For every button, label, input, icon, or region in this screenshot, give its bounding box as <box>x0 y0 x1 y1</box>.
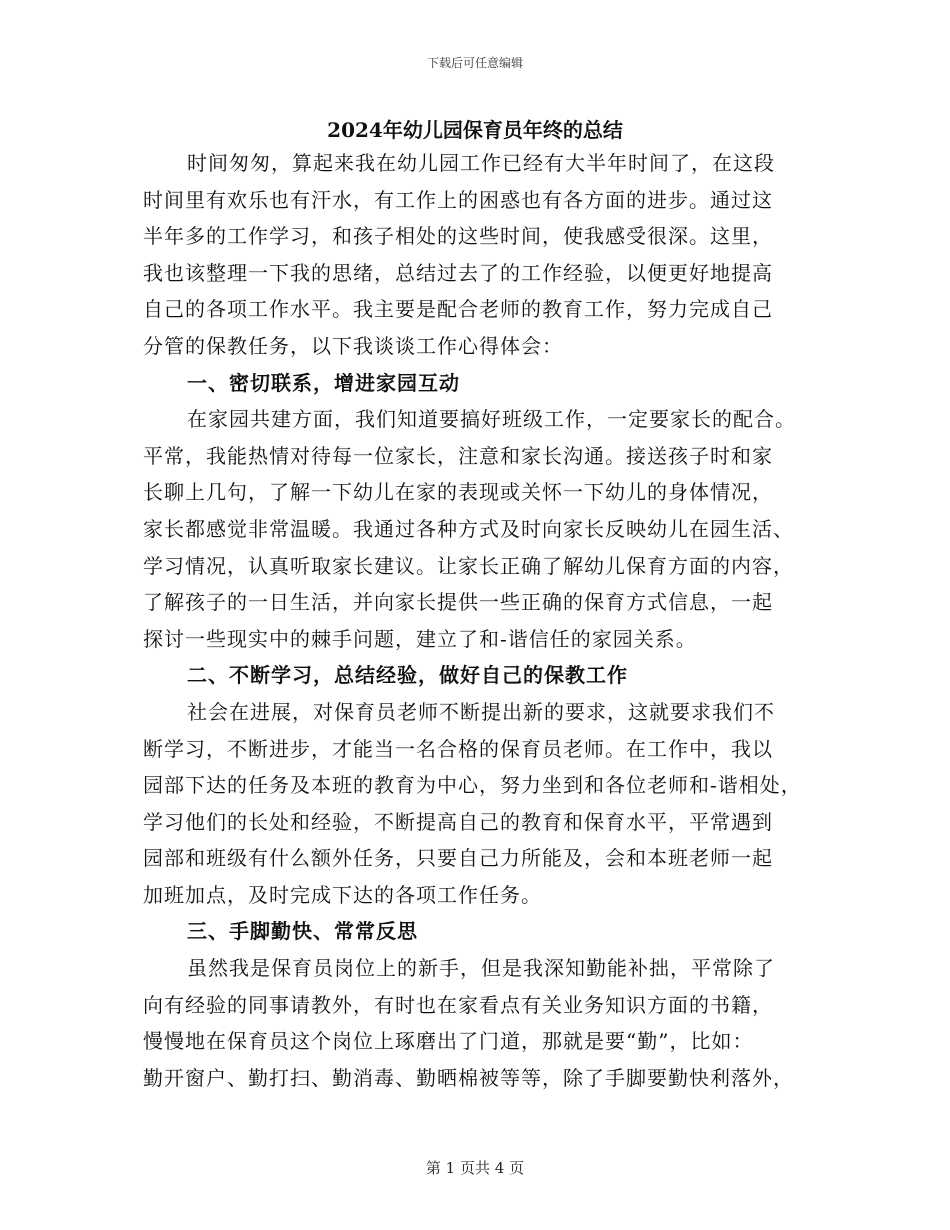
paragraph-line: 时间匆匆，算起来我在幼儿园工作已经有大半年时间了，在这段 <box>187 151 775 175</box>
document-body <box>143 145 823 1096</box>
paragraph-line: 在家园共建方面，我们知道要搞好班级工作，一定要家长的配合。 <box>187 407 796 432</box>
document-title: 2024年幼儿园保育员年终的总结 <box>327 118 623 142</box>
paragraph-line: 半年多的工作学习，和孩子相处的这些时间，使我感受很深。这里， <box>143 224 773 249</box>
paragraph-line: 了解孩子的一日生活，并向家长提供一些正确的保育方式信息，一起 <box>143 590 773 615</box>
paragraph-line: 自己的各项工作水平。我主要是配合老师的教育工作，努力完成自己 <box>143 297 773 322</box>
paragraph-line: 园部和班级有什么额外任务，只要自己力所能及，会和本班老师一起 <box>143 846 773 871</box>
paragraph-line: 时间里有欢乐也有汗水，有工作上的困惑也有各方面的进步。通过这 <box>143 187 773 212</box>
paragraph-line: 分管的保教任务，以下我谈谈工作心得体会： <box>143 333 563 358</box>
paragraph-line: 学习情况，认真听取家长建议。让家长正确了解幼儿保育方面的内容， <box>143 553 794 578</box>
paragraph-line: 加班加点，及时完成下达的各项工作任务。 <box>143 882 542 907</box>
section-heading: 二、不断学习，总结经验，做好自己的保教工作 <box>187 663 628 688</box>
paragraph-line: 家长都感觉非常温暖。我通过各种方式及时向家长反映幼儿在园生活、 <box>143 516 794 541</box>
paragraph-line: 慢慢地在保育员这个岗位上琢磨出了门道，那就是要“勤”，比如： <box>143 1029 754 1054</box>
paragraph-line: 虽然我是保育员岗位上的新手，但是我深知勤能补拙，平常除了 <box>187 956 775 981</box>
page-number-footer: 第 1 页共 4 页 <box>425 1159 525 1177</box>
paragraph-line: 断学习，不断进步，才能当一名合格的保育员老师。在工作中，我以 <box>143 736 773 761</box>
page-header-note: 下载后可任意编辑 <box>426 56 523 70</box>
paragraph-line: 社会在进展，对保育员老师不断提出新的要求，这就要求我们不 <box>187 699 775 724</box>
section-heading: 一、密切联系，增进家园互动 <box>187 370 460 395</box>
paragraph-line: 学习他们的长处和经验，不断提高自己的教育和保育水平，平常遇到 <box>143 809 773 834</box>
paragraph-line: 勤开窗户、勤打扫、勤消毒、勤晒棉被等等，除了手脚要勤快利落外， <box>143 1065 794 1090</box>
paragraph-line: 平常，我能热情对待每一位家长，注意和家长沟通。接送孩子时和家 <box>143 443 773 468</box>
paragraph-line: 向有经验的同事请教外，有时也在家看点有关业务知识方面的书籍， <box>143 992 773 1017</box>
paragraph-line: 探讨一些现实中的棘手问题，建立了和-谐信任的家园关系。 <box>143 626 697 651</box>
section-heading: 三、手脚勤快、常常反思 <box>187 919 418 944</box>
paragraph-line: 长聊上几句，了解一下幼儿在家的表现或关怀一下幼儿的身体情况， <box>143 480 773 505</box>
paragraph-line: 我也该整理一下我的思绪，总结过去了的工作经验，以便更好地提高 <box>143 260 773 285</box>
paragraph-line: 园部下达的任务及本班的教育为中心，努力坐到和各位老师和-谐相处， <box>143 773 802 798</box>
